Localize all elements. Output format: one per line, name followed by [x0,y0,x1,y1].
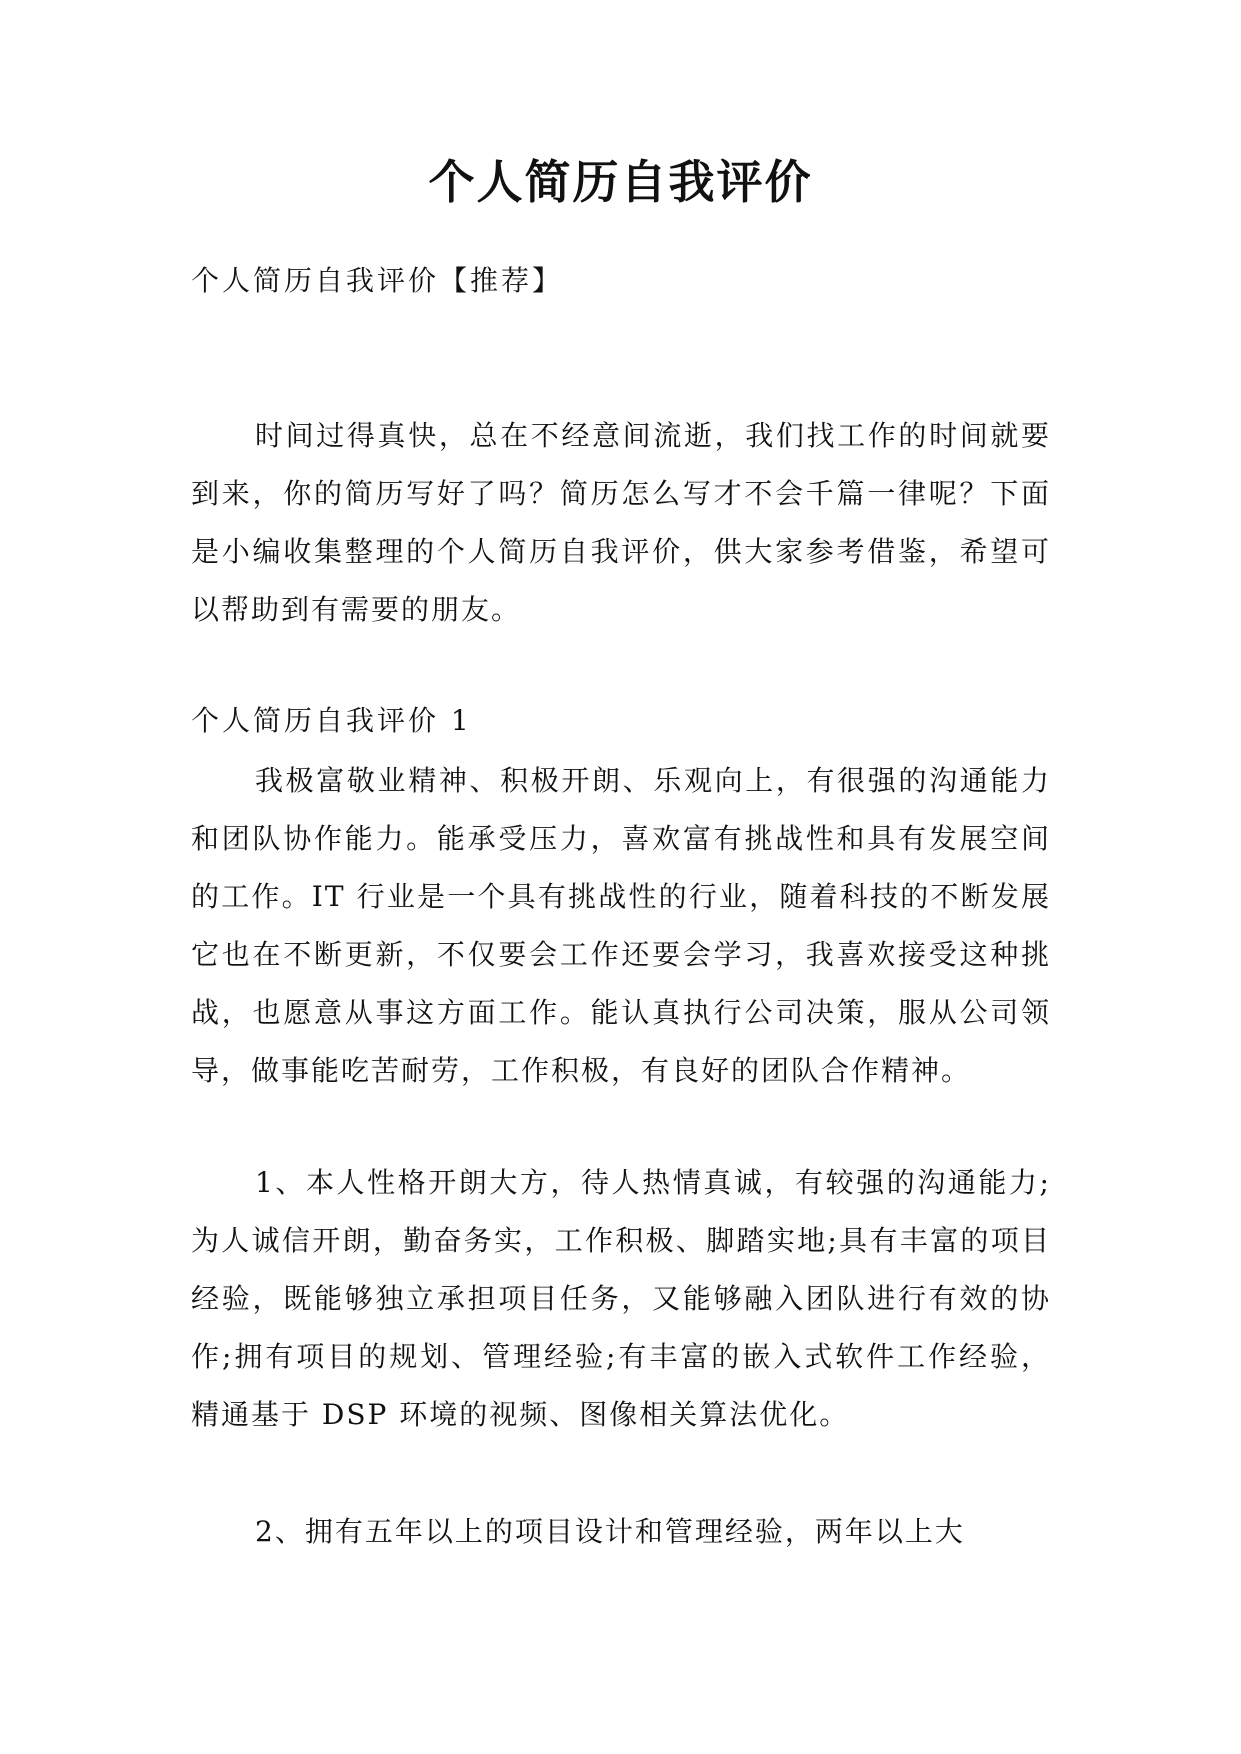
section-heading: 个人简历自我评价 1 [191,704,472,737]
document-title: 个人简历自我评价 [428,155,813,209]
list-item: 2、拥有五年以上的项目设计和管理经验，两年以上大 [255,1515,965,1548]
document-subtitle: 个人简历自我评价【推荐】 [191,264,564,297]
list-item: 1、本人性格开朗大方，待人热情真诚，有较强的沟通能力;为人诚信开朗，勤奋务实，工作积极、脚踏实地;具有丰富的项目经验，既能够独立承担项目任务，又能够融入团队进行有效的协作;拥有项目的规划、管理经验;有丰富的嵌入式软件工作经验，精通基于 DSP 环境的视频、图像相关算法优化。 [191,1166,1051,1431]
section-paragraph: 我极富敬业精神、积极开朗、乐观向上，有很强的沟通能力和团队协作能力。能承受压力，喜欢富有挑战性和具有发展空间的工作。IT 行业是一个具有挑战性的行业，随着科技的不断发展它也在不断更新，不仅要会工作还要会学习，我喜欢接受这种挑战，也愿意从事这方面工作。能认真执行公司决策，服从公司领导，做事能吃苦耐劳，工作积极，有良好的团队合作精神。 [191,764,1051,1087]
intro-paragraph: 时间过得真快，总在不经意间流逝，我们找工作的时间就要到来，你的简历写好了吗？简历怎么写才不会千篇一律呢？下面是小编收集整理的个人简历自我评价，供大家参考借鉴，希望可以帮助到有需要的朋友。 [191,419,1051,626]
